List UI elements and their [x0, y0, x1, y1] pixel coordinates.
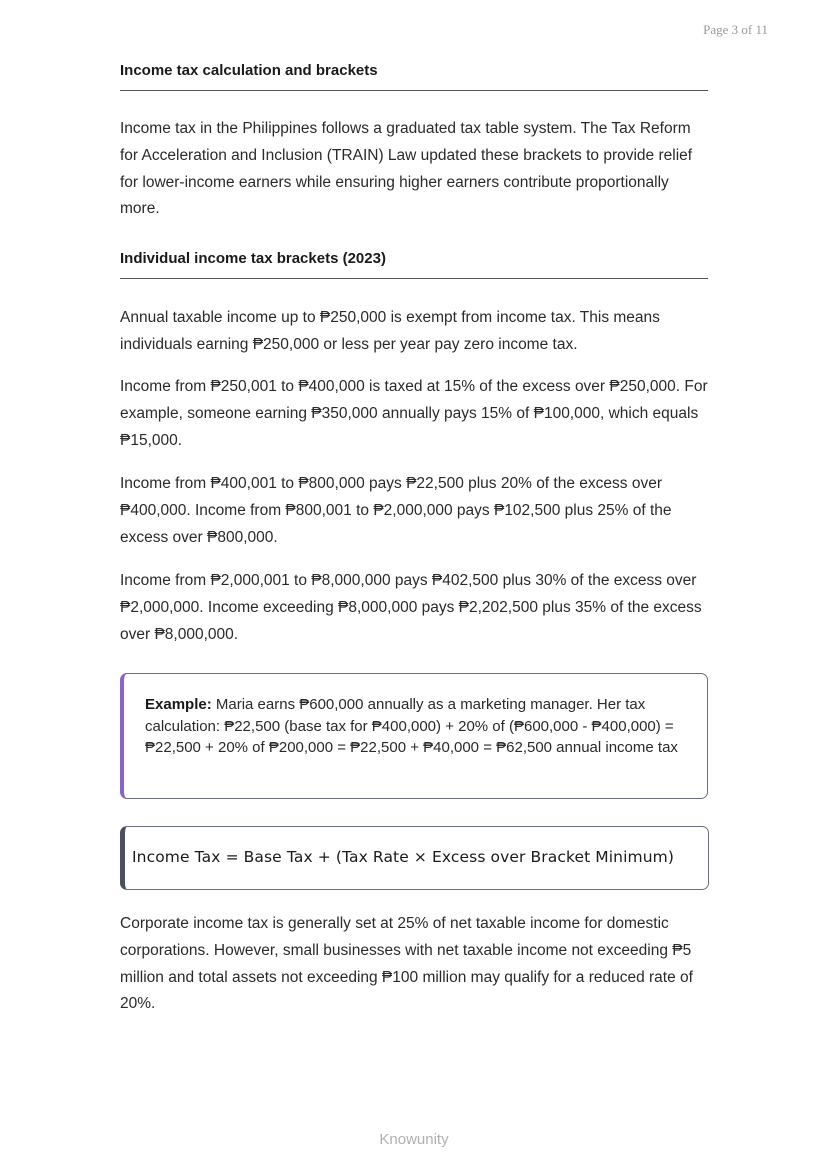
income-tax-formula: Income Tax = Base Tax + (Tax Rate × Excess over Bracket Minimum) — [132, 848, 674, 866]
section-heading-income-tax: Income tax calculation and brackets — [120, 62, 708, 91]
corporate-tax-paragraph: Corporate income tax is generally set at 25% of net taxable income for domestic corporations. However, small businesses with net taxable income not exceeding ₱5 million and total assets not exceeding ₱100 million may qualify for a reduced rate of 20%. — [120, 915, 693, 1013]
page-number: Page 3 of 11 — [703, 22, 768, 37]
formula-box — [120, 826, 709, 890]
example-text: Maria earns ₱600,000 annually as a marketing manager. Her tax calculation: ₱22,500 (base tax for ₱400,000) + 20% of (₱600,000 - ₱400,000) = ₱22,500 + 20% of ₱200,000 = ₱22,500 + ₱40,000 = ₱62,500 annual income tax — [145, 696, 678, 756]
example-label: Example: — [145, 696, 212, 713]
bracket-paragraph-exempt: Annual taxable income up to ₱250,000 is exempt from income tax. This means individuals earning ₱250,000 or less per year pay zero income tax. — [120, 309, 660, 353]
bracket-paragraph-30-35-percent: Income from ₱2,000,001 to ₱8,000,000 pays ₱402,500 plus 30% of the excess over ₱2,000,000. Income exceeding ₱8,000,000 pays ₱2,202,500 plus 35% of the excess over ₱8,000,000. — [120, 572, 702, 643]
section-heading-brackets: Individual income tax brackets (2023) — [120, 250, 708, 279]
bracket-paragraph-20-25-percent: Income from ₱400,001 to ₱800,000 pays ₱22,500 plus 20% of the excess over ₱400,000. Income from ₱800,001 to ₱2,000,000 pays ₱102,500 plus 25% of the excess over ₱800,000. — [120, 475, 672, 546]
intro-paragraph: Income tax in the Philippines follows a graduated tax table system. The Tax Reform for Acceleration and Inclusion (TRAIN) Law updated these brackets to provide relief for lower-income earners while ensuring higher earners contribute proportionally more. — [120, 120, 693, 218]
bracket-paragraph-15-percent: Income from ₱250,001 to ₱400,000 is taxed at 15% of the excess over ₱250,000. For example, someone earning ₱350,000 annually pays 15% of ₱100,000, which equals ₱15,000. — [120, 378, 708, 449]
example-callout — [120, 673, 708, 799]
footer-brand: Knowunity — [379, 1131, 449, 1148]
